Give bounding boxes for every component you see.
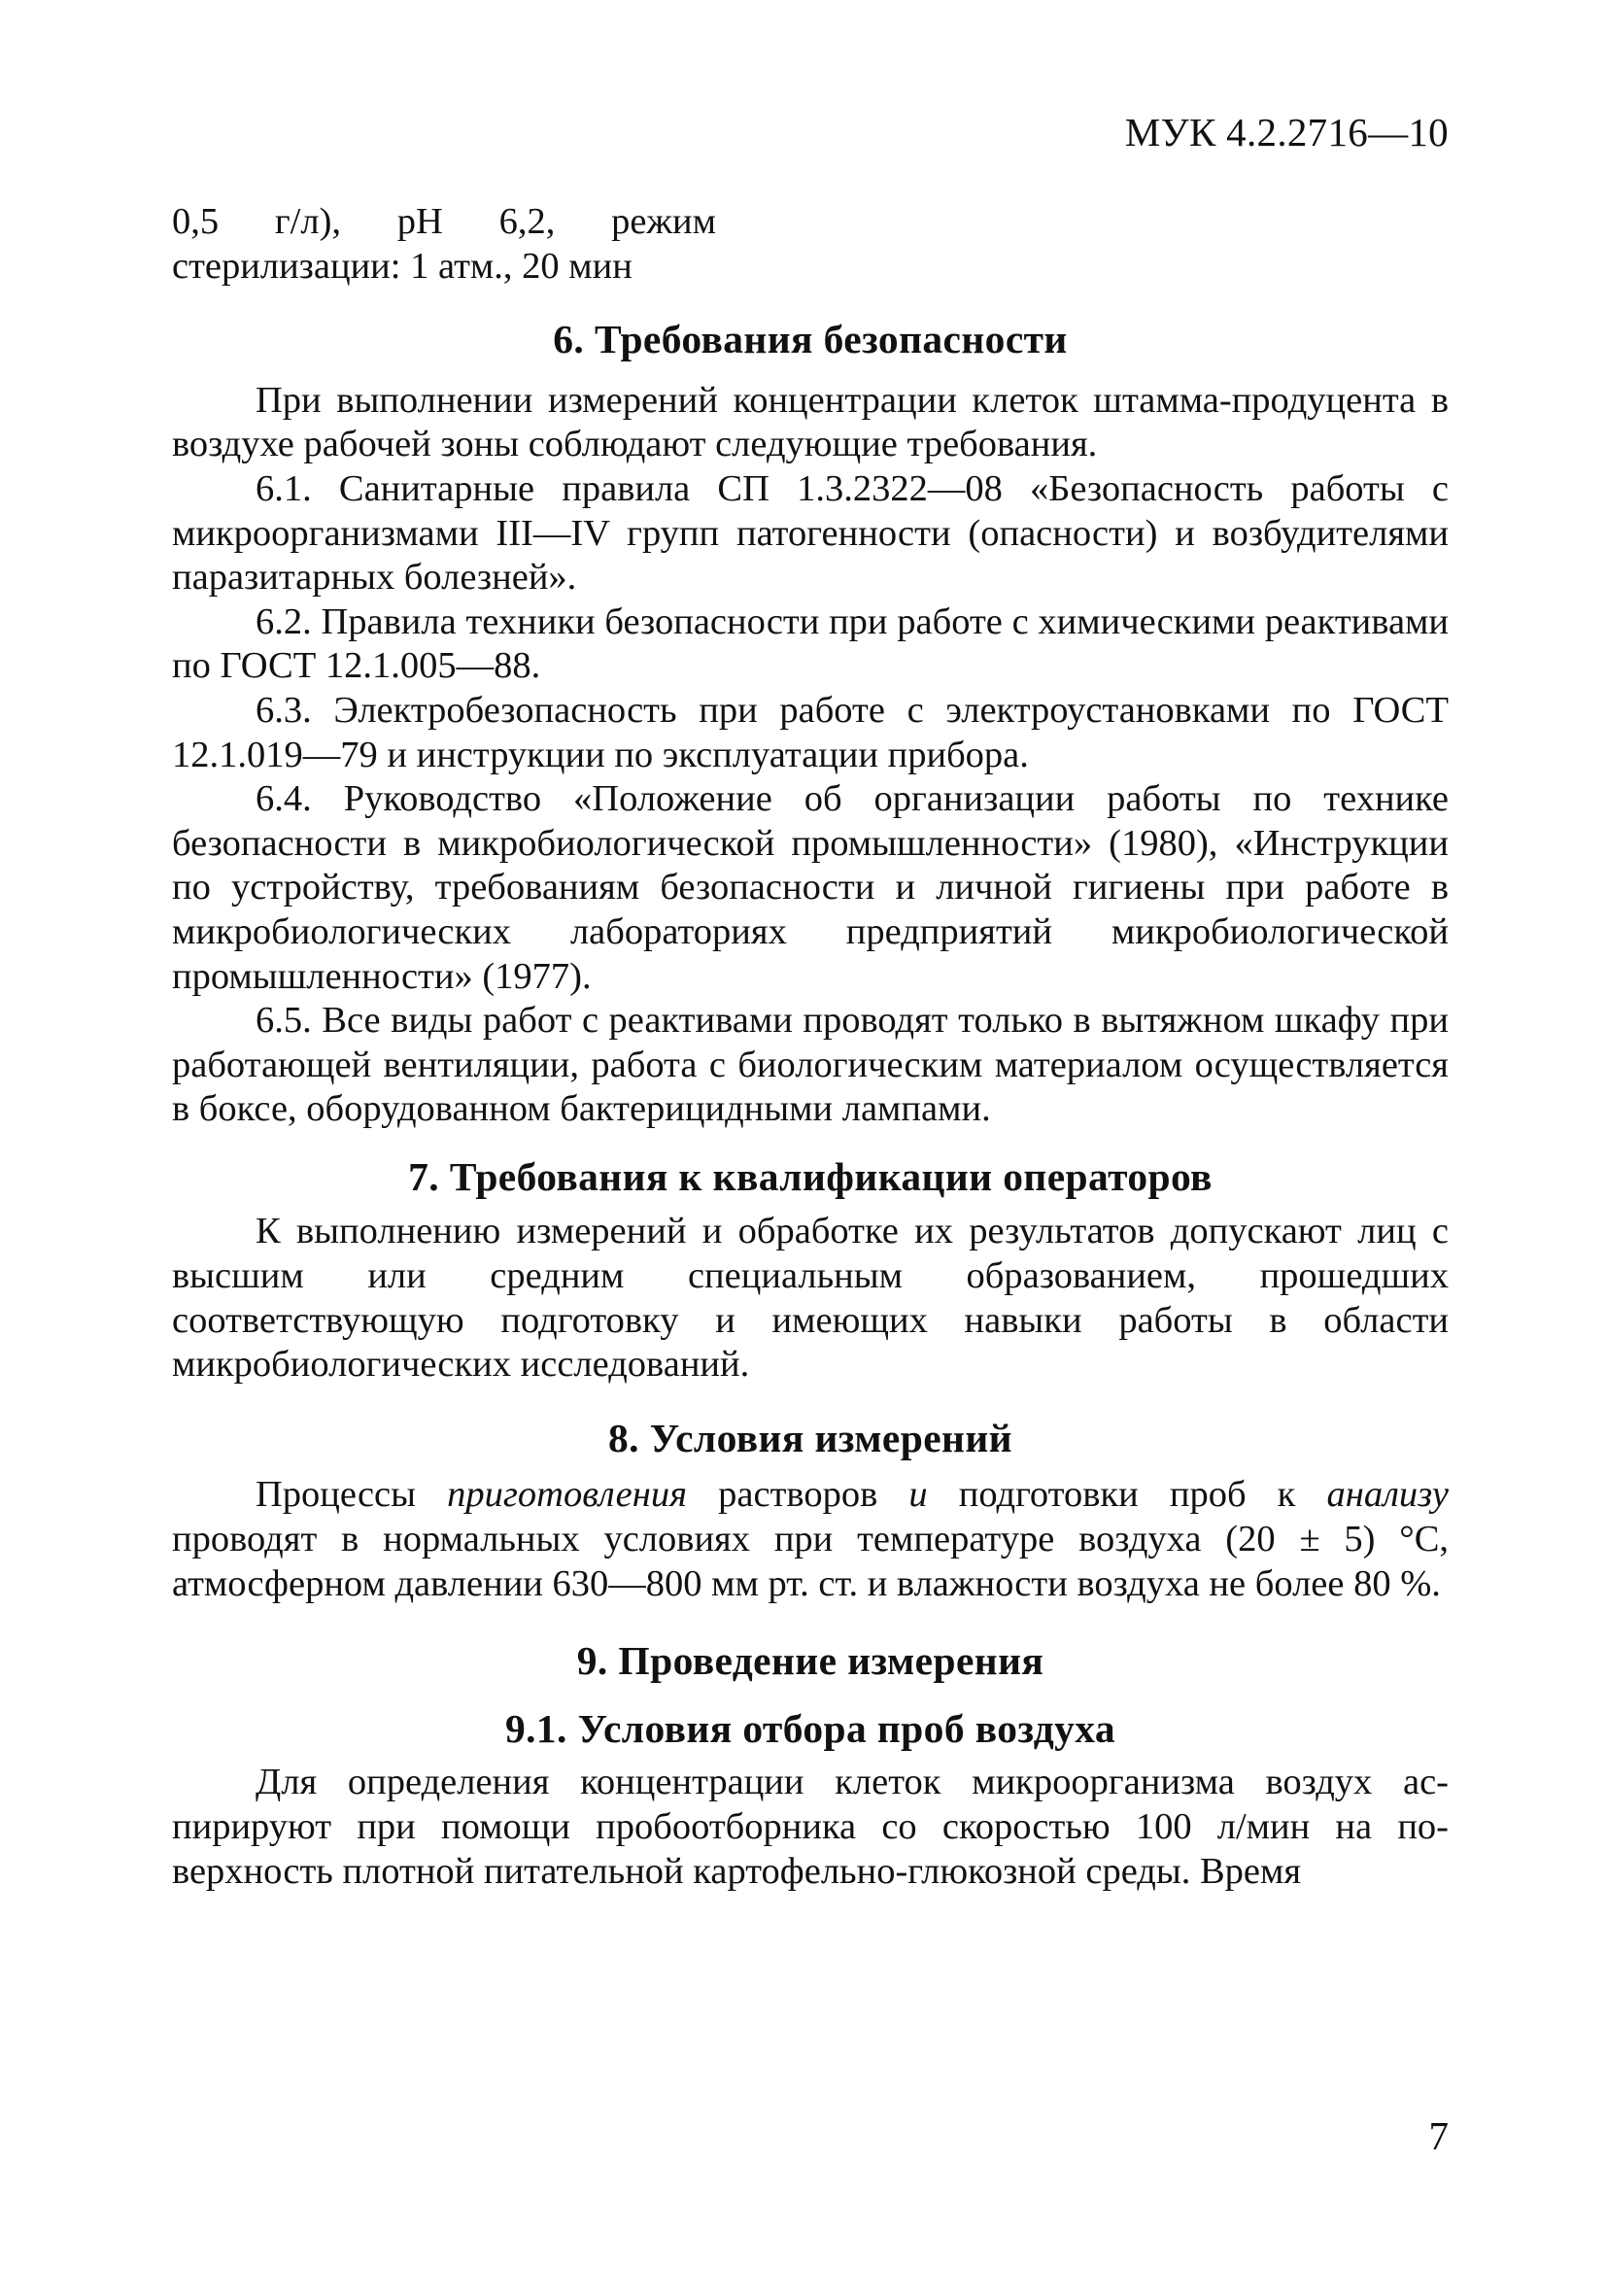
section-9-1-heading: 9.1. Условия отбора проб воздуха [504,1705,1116,1751]
section-8-heading: 8. Условия измерений [608,1415,1012,1460]
section-8-italic-3: анализу [1326,1474,1449,1516]
section-8-text-part-4: проводят в нормальных условиях при температуре воздуха (20 ± 5) °С, атмосферном давлении 630—800 мм рт. ст. и влажности воздуха не более 80 %. [172,1519,1449,1604]
page-content [172,200,1449,1894]
section-7-paragraph: К выполнению измерений и обработке их результатов допускают лиц с высшим или средним специальным образованием, прошедших соответствующую подготовку и имеющих навыки работы в области микробиологических исследований. [172,1211,1449,1386]
section-8-paragraph [172,1473,1449,1606]
intro-continuation-paragraph: 0,5 г/л), pH 6,2, режим стерилизации: 1 атм., 20 мин [172,201,716,287]
section-8-text-part-2: растворов [687,1474,909,1516]
page-number: 7 [1428,2113,1449,2158]
section-8-italic-1: приготовления [447,1474,688,1516]
section-9-1-paragraph: Для определения концентрации клеток микроорганизма воздух аспирируют при помощи пробоотборника со скоростью 100 л/мин на поверхность плотной питательной картофельно-глюкозной среды. Время [172,1762,1449,1892]
document-code-header: МУК 4.2.2716—10 [1124,110,1449,154]
section-6-item-6-3: 6.3. Электробезопасность при работе с электроустановками по ГОСТ 12.1.019—79 и инструкции по эксплуатации прибора. [172,689,1449,775]
section-6-intro-paragraph: При выполнении измерений концентрации клеток штамма-продуцента в воздухе рабочей зоны соблюдают следующие требования. [172,379,1449,465]
section-6-heading: 6. Требования безопасности [553,317,1068,362]
section-6-item-6-4: 6.4. Руководство «Положение об организации работы по технике безопасности в микробиологической промышленности» (1980), «Инструкции по устройству, требованиям безопасности и личной гигиены при работе в микробиологических лабораториях предприятий микробиологической промышленности» (1977). [172,778,1449,997]
section-6-item-6-2: 6.2. Правила техники безопасности при работе с химическими реактивами по ГОСТ 12.1.005—88. [172,600,1449,687]
section-6-item-6-5: 6.5. Все виды работ с реактивами проводят только в вытяжном шкафу при работающей вентиляции, работа с биологическим материалом осуществляется в боксе, оборудованном бактерицидными лампами. [172,1000,1449,1130]
section-8-text-part-1: Процессы [256,1474,448,1516]
section-7-heading: 7. Требования к квалификации операторов [408,1153,1213,1199]
section-8-italic-2: и [908,1474,928,1516]
section-9-heading: 9. Проведение измерения [576,1638,1044,1684]
section-6-item-6-1: 6.1. Санитарные правила СП 1.3.2322—08 «Безопасность работы с микроорганизмами III—IV групп патогенности (опасности) и возбудителями паразитарных болезней». [172,467,1449,599]
section-8-text-part-3: подготовки проб к [927,1474,1327,1516]
